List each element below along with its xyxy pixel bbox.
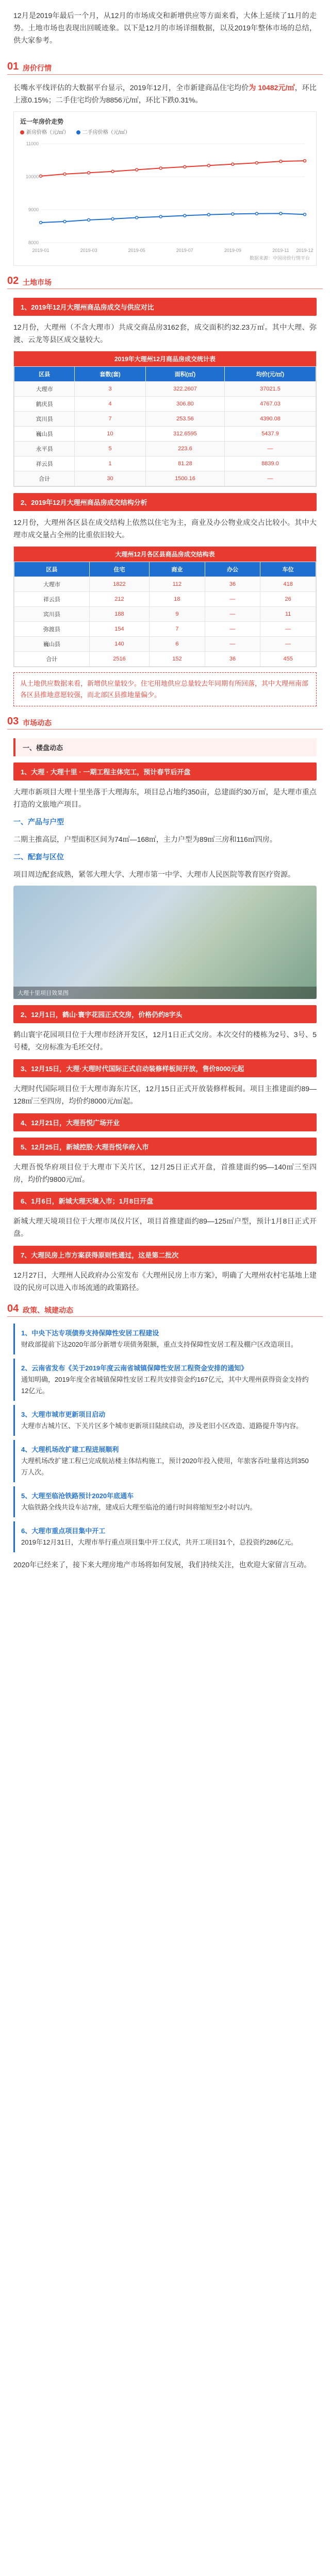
data-point <box>111 217 114 220</box>
policy-item <box>13 1440 317 1482</box>
table-cell: — <box>225 442 316 456</box>
table-cell: 1822 <box>89 577 149 592</box>
data-point <box>111 170 114 173</box>
section-title: 房价行情 <box>23 64 52 72</box>
x-tick-label: 2019-05 <box>128 248 145 253</box>
table-cell: 418 <box>260 577 316 592</box>
table-cell: — <box>225 471 316 486</box>
data-point <box>159 215 162 218</box>
sales-table <box>13 351 317 487</box>
paragraph: 二期主推高层，户型面积区间为74㎡—168㎡，主力户型为89㎡三房和116㎡四房。 <box>13 835 277 843</box>
legend-label: 二手房价格（元/㎡） <box>82 130 130 135</box>
table-cell: 永平县 <box>14 442 75 456</box>
section-header-dynamic <box>0 711 330 732</box>
data-point <box>63 221 66 223</box>
table-cell: 6 <box>150 637 205 652</box>
policy-item-desc: 通知明确，2019年度全省城镇保障性安居工程共安排资金约167亿元，其中大理州获得资金支持约12亿元。 <box>21 1376 309 1395</box>
data-point <box>136 216 138 219</box>
project-rendering-image <box>13 886 317 999</box>
table-cell: 鹤庆县 <box>14 397 75 412</box>
policy-item <box>13 1359 317 1401</box>
table-cell: 4390.08 <box>225 412 316 427</box>
table-cell: 合计 <box>14 652 90 667</box>
policy-item-title: 1、中央下达专项债券支持保障性安居工程建设 <box>21 1329 159 1337</box>
section1-body <box>0 81 330 106</box>
policy-item-title: 5、大理至临沧铁路预计2020年底通车 <box>21 1492 134 1500</box>
table-row <box>14 442 316 456</box>
table-cell: — <box>205 622 260 637</box>
data-point <box>232 163 234 165</box>
paragraph: 12月27日，大理州人民政府办公室发布《大理州民房上市方案》，明确了大理州农村宅基地上建设的民房可以进入市场流通的政策路径。 <box>13 1271 317 1292</box>
table-cell: 巍山县 <box>14 427 75 442</box>
table-cell: 37021.5 <box>225 382 316 397</box>
table-cell: 宾川县 <box>14 412 75 427</box>
data-point <box>207 164 210 167</box>
table-cell: 8839.0 <box>225 456 316 471</box>
data-point <box>63 173 66 175</box>
section-header-land <box>0 271 330 292</box>
paragraph: 大理时代国际项目位于大理市海东片区，12月15日正式开放装修样板间。项目主推建面约89—128㎡三至四房，均价约8000元/㎡起。 <box>13 1084 317 1105</box>
chart-legend <box>20 128 310 135</box>
news-bar: 6、1月6日，新城大理天境入市；1月8日开盘 <box>13 1192 317 1210</box>
paragraph: 项目周边配套成熟，紧邻大理大学、大理市第一中学、大理市人民医院等教育医疗资源。 <box>13 870 295 878</box>
table-title: 2019年大理州12月商品房成交统计表 <box>14 351 316 366</box>
column-header: 面积(㎡) <box>145 367 224 382</box>
subsection-bar: 1、2019年12月大理州商品房成交与供应对比 <box>13 298 317 316</box>
policy-item-desc: 2019年12月31日，大理市举行重点项目集中开工仪式，共开工项目31个，总投资约286亿元。 <box>21 1538 298 1546</box>
policy-item-title: 4、大理机场改扩建工程进展顺利 <box>21 1446 119 1453</box>
table-cell: 4767.03 <box>225 397 316 412</box>
news-bar: 7、大理民房上市方案获得原则性通过，这是第二批次 <box>13 1246 317 1264</box>
data-point <box>184 165 186 168</box>
x-tick-label: 2019-11 <box>272 248 289 253</box>
x-tick-label: 2019-12 <box>296 248 314 253</box>
data-point <box>88 172 90 174</box>
news-bar: 2、12月1日，鹤山·寰宇花园正式交房，价格仍约8字头 <box>13 1005 317 1023</box>
structure-table <box>13 546 317 667</box>
section-rule <box>7 74 323 75</box>
data-point <box>279 212 282 215</box>
table-cell: 3 <box>75 382 146 397</box>
policy-item-title: 2、云南省发布《关于2019年度云南省城镇保障性安居工程资金安排的通知》 <box>21 1364 248 1372</box>
column-header: 区县 <box>14 562 90 577</box>
section3-body-4 <box>0 1161 330 1185</box>
section3-body-6 <box>0 1269 330 1294</box>
column-header: 车位 <box>260 562 316 577</box>
policy-item-desc: 大理市古城片区、下关片区多个城市更新项目陆续启动，涉及老旧小区改造、道路提升等内容。 <box>21 1422 303 1430</box>
policy-item-title: 3、大理市城市更新项目启动 <box>21 1411 106 1418</box>
policy-item-desc: 大理机场改扩建工程已完成航站楼主体结构施工，预计2020年投入使用，年旅客吞吐量将达到350万人次。 <box>21 1457 309 1476</box>
y-tick-label: 9000 <box>28 207 39 212</box>
news-bar: 1、大理 · 大理十里 · 一期工程主体完工，预计春节后开盘 <box>13 762 317 781</box>
policy-item <box>13 1521 317 1552</box>
closing-paragraph: 2020年已经来了，接下来大理房地产市场将如何发展，我们持续关注，也欢迎大家留言互动。 <box>13 1561 311 1569</box>
section1-text: 长嘴水平线评估的大数据平台显示，2019年12月，全市新建商品住宅均价 <box>13 83 249 92</box>
data-point <box>232 213 234 215</box>
table-cell: 253.56 <box>145 412 224 427</box>
policy-item <box>13 1324 317 1354</box>
paragraph-heading: 一、产品与户型 <box>13 818 64 826</box>
section-number: 03 <box>7 716 19 727</box>
paragraph-heading: 二、配套与区位 <box>13 853 64 861</box>
table-header-row <box>14 562 316 577</box>
news-bar: 5、12月25日，新城控股·大理吾悦华府入市 <box>13 1138 317 1156</box>
column-header: 商业 <box>150 562 205 577</box>
data-point <box>279 160 282 163</box>
legend-label: 新房价格（元/㎡） <box>26 130 69 135</box>
column-header: 办公 <box>205 562 260 577</box>
column-header: 套数(套) <box>75 367 146 382</box>
table-cell: 154 <box>89 622 149 637</box>
table-cell: 30 <box>75 471 146 486</box>
table-row <box>14 652 316 667</box>
structure-grid <box>14 562 316 667</box>
data-point <box>304 213 306 216</box>
table-row <box>14 382 316 397</box>
table-cell: 5 <box>75 442 146 456</box>
column-header: 均价(元/㎡) <box>225 367 316 382</box>
section1-highlight: 为 10482元/㎡ <box>249 83 295 92</box>
data-point <box>255 212 258 215</box>
section3-body-2 <box>0 1028 330 1053</box>
news-bar: 4、12月21日，大理吾悦广场开业 <box>13 1113 317 1131</box>
section2-body-2 <box>0 516 330 541</box>
table-cell: 大理市 <box>14 577 90 592</box>
table-cell: 巍山县 <box>14 637 90 652</box>
table-row <box>14 471 316 486</box>
table-header-row <box>14 367 316 382</box>
y-tick-label: 8000 <box>28 240 39 245</box>
section3-body-3 <box>0 1082 330 1107</box>
table-cell: 18 <box>150 592 205 607</box>
section-number: 02 <box>7 275 19 286</box>
data-point <box>40 221 42 224</box>
section3-body-1 <box>0 786 330 880</box>
table-cell: 36 <box>205 577 260 592</box>
table-title: 大理州12月各区县商品房成交结构表 <box>14 547 316 562</box>
legend-dot-icon <box>20 130 24 134</box>
x-tick-label: 2019-09 <box>224 248 241 253</box>
trend-plot <box>20 139 314 257</box>
section-rule <box>7 729 323 730</box>
section1-text-end: ，环比上涨0.15%；二手住宅均价为8856元/㎡，环比下跌0.31%。 <box>13 83 317 104</box>
table-cell: 2516 <box>89 652 149 667</box>
table-cell: 弥渡县 <box>14 622 90 637</box>
table-cell: 合计 <box>14 471 75 486</box>
table-cell: 188 <box>89 607 149 622</box>
paragraph: 12月份，大理州（不含大理市）共成交商品房3162套，成交面积约32.23万㎡。其中大理、弥渡、云龙等县区成交量较大。 <box>13 323 317 344</box>
x-tick-label: 2019-01 <box>32 248 50 253</box>
section-number: 01 <box>7 61 19 72</box>
policy-item <box>13 1486 317 1517</box>
table-cell: 7 <box>150 622 205 637</box>
policy-item-desc: 大临铁路全线共设车站7座，建成后大理至临沧的通行时间将缩短至2小时以内。 <box>21 1503 257 1511</box>
section-rule <box>7 1316 323 1317</box>
paragraph: 新城大理天境项目位于大理市凤仪片区，项目首推建面约89—125㎡户型，预计1月8日正式开盘。 <box>13 1217 317 1238</box>
data-point <box>136 168 138 171</box>
column-header: 住宅 <box>89 562 149 577</box>
table-row <box>14 622 316 637</box>
table-cell: 9 <box>150 607 205 622</box>
image-caption: 大理十里项目效果图 <box>13 987 317 999</box>
table-row <box>14 577 316 592</box>
legend-item-second <box>76 128 130 135</box>
table-cell: 140 <box>89 637 149 652</box>
table-cell: 5437.9 <box>225 427 316 442</box>
section3-body-5 <box>0 1215 330 1240</box>
y-tick-label: 11000 <box>26 141 39 146</box>
table-cell: 306.80 <box>145 397 224 412</box>
highlight-note: 从土地供应数据来看，新增供应量较少。住宅用地供应总量较去年同期有所回落，其中大理州南部各区县推地意愿较强，而北部区县推地量偏少。 <box>13 672 317 706</box>
table-cell: 212 <box>89 592 149 607</box>
data-point <box>207 213 210 216</box>
table-cell: — <box>205 637 260 652</box>
data-point <box>88 218 90 221</box>
table-cell: 322.2607 <box>145 382 224 397</box>
data-point <box>40 175 42 177</box>
table-row <box>14 637 316 652</box>
table-cell: 112 <box>150 577 205 592</box>
data-point <box>184 214 186 217</box>
section-header-price <box>0 57 330 77</box>
paragraph: 大理吾悦华府项目位于大理市下关片区，12月25日正式开盘，首推建面约95—140㎡三至四房，均价约9800元/㎡。 <box>13 1163 317 1183</box>
table-row <box>14 427 316 442</box>
table-cell: 26 <box>260 592 316 607</box>
table-cell: 81.28 <box>145 456 224 471</box>
section-title: 政策、城建动态 <box>23 1306 73 1314</box>
table-cell: 312.6595 <box>145 427 224 442</box>
closing-body <box>0 1558 330 1571</box>
section-header-policy <box>0 1299 330 1319</box>
table-cell: 1 <box>75 456 146 471</box>
table-row <box>14 592 316 607</box>
legend-item-new <box>20 128 69 135</box>
table-row <box>14 607 316 622</box>
section2-body-1 <box>0 321 330 346</box>
legend-dot-icon <box>76 130 80 134</box>
x-tick-label: 2019-03 <box>80 248 97 253</box>
table-cell: 7 <box>75 412 146 427</box>
table-cell: 455 <box>260 652 316 667</box>
section-title: 市场动态 <box>23 719 52 727</box>
data-point <box>159 167 162 170</box>
series-line <box>41 213 305 223</box>
data-point <box>304 160 306 162</box>
news-bar: 3、12月15日，大理·大理时代国际正式启动装修样板间开放，售价8000元起 <box>13 1059 317 1077</box>
policy-item-title: 6、大理市重点项目集中开工 <box>21 1527 106 1535</box>
table-cell: 大理市 <box>14 382 75 397</box>
subsection-bar: 一、楼盘动态 <box>13 738 317 756</box>
table-cell: 1500.16 <box>145 471 224 486</box>
table-cell: — <box>260 622 316 637</box>
table-cell: 宾川县 <box>14 607 90 622</box>
table-row <box>14 456 316 471</box>
table-cell: 152 <box>150 652 205 667</box>
chart-title: 近一年房价走势 <box>20 118 64 125</box>
table-cell: — <box>260 637 316 652</box>
table-row <box>14 397 316 412</box>
policy-item <box>13 1405 317 1436</box>
price-trend-chart <box>13 111 317 266</box>
sales-grid <box>14 366 316 486</box>
table-cell: 36 <box>205 652 260 667</box>
paragraph: 大理市新项目大理十里坐落于大理海东，项目总占地约350亩，总建面约30万㎡，是大理市重点打造的文旅地产项目。 <box>13 788 317 808</box>
table-cell: 223.6 <box>145 442 224 456</box>
section-number: 04 <box>7 1303 19 1314</box>
paragraph: 12月份，大理州各区县在成交结构上依然以住宅为主，商业及办公物业成交占比较小。其中大理市成交量占全州的比重依旧较大。 <box>13 518 317 539</box>
table-row <box>14 412 316 427</box>
table-cell: — <box>205 592 260 607</box>
intro-paragraph: 12月是2019年最后一个月，从12月的市场成交和新增供应等方面来看，大体上延续了11月的走势。土地市场也表现出回暖迹象。以下是12月的市场详细数据，以及2019年整体市场的总结，供大家参考。 <box>13 11 317 44</box>
policy-list <box>0 1324 330 1552</box>
column-header: 区县 <box>14 367 75 382</box>
policy-item-desc: 财政部提前下达2020年部分新增专项债务限额，重点支持保障性安居工程及棚户区改造项目。 <box>21 1341 298 1348</box>
table-cell: 祥云县 <box>14 456 75 471</box>
data-point <box>255 162 258 164</box>
table-cell: 4 <box>75 397 146 412</box>
paragraph: 鹤山寰宇花园项目位于大理市经济开发区，12月1日正式交房。本次交付的楼栋为2号、3号、5号楼，交房标准为毛坯交付。 <box>13 1030 317 1051</box>
x-tick-label: 2019-07 <box>176 248 193 253</box>
table-cell: 祥云县 <box>14 592 90 607</box>
y-tick-label: 10000 <box>25 174 39 179</box>
series-line <box>41 161 305 176</box>
chart-source: 数据来源：中国房价行情平台 <box>249 256 310 261</box>
section-title: 土地市场 <box>23 278 52 286</box>
table-cell: — <box>205 607 260 622</box>
table-cell: 11 <box>260 607 316 622</box>
table-cell: 10 <box>75 427 146 442</box>
subsection-bar: 2、2019年12月大理州商品房成交结构分析 <box>13 493 317 511</box>
